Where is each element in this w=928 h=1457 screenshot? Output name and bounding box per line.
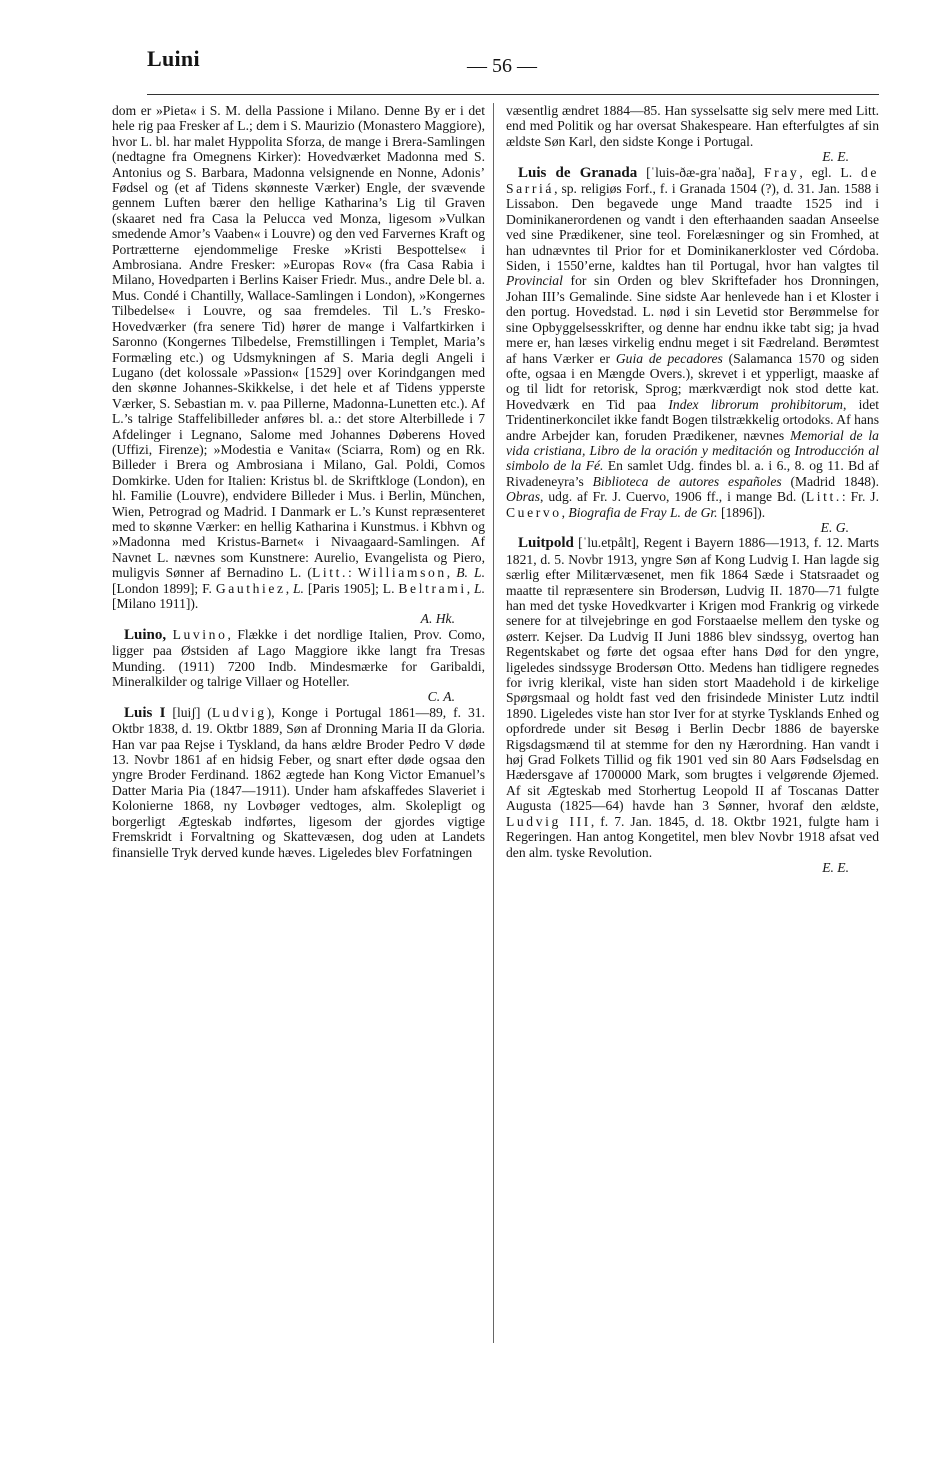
page-number: — 56 — xyxy=(467,55,537,77)
italic-term: Provincial xyxy=(506,273,563,289)
reference-author: Williamson xyxy=(357,565,447,581)
alt-name: Ludvig xyxy=(211,704,267,720)
reference-title: L. xyxy=(292,580,304,596)
entry-text: og xyxy=(772,442,795,458)
header-rule xyxy=(147,94,879,95)
author-signature: E. G. xyxy=(820,519,849,535)
entry-text: , egl. L. xyxy=(799,164,861,180)
entry-text: , xyxy=(446,565,457,581)
entry-text: (Madrid 1848). xyxy=(781,473,879,489)
entry-text: [Paris 1905]; L. xyxy=(303,580,399,596)
entry-text: : Fr. J. xyxy=(841,489,879,505)
entry-text: , idet Tridentinerkoncilet ikke fandt Bogen tilstrækkelig ortodoks. Af hans andre Arbejder kan, foruden Prædikener, nævnes xyxy=(506,396,880,443)
entry-text: , udg. af Fr. J. Cuervo, 1906 ff., i mange Bd. ( xyxy=(540,489,806,505)
alt-name: Ludvig III xyxy=(506,813,591,829)
entry-text: , sp. religiøs Forf., f. i Granada 1504 (?), d. 31. Jan. 1588 i Lissabon. Den begavede unge Mand traadte 1525 ind i Dominikanerordenen og vandt i den efterhaanden saadan Anseelse ved sine Prædikener, sine teol. Forelæsninger og sin Fromhed, at han udnævntes til Prior for et Dominikanerkloster ved Córdoba. Siden, i 1550’erne, kaldtes han til Portugal, hvor han valgtes til xyxy=(506,181,879,274)
entry-text: , Flække i det nordlige Italien, Prov. Como, ligger paa Østsiden af Lago Maggiore ikke langt fra Tresas Munding. (1911) 7200 Indb. Mindesmærke for Garibaldi, Mineralkilder og talrige Villaer og Hoteller. xyxy=(112,626,485,690)
running-title: Luini xyxy=(147,46,200,71)
entry-luis-i xyxy=(112,705,485,860)
entry-luis-i-continued xyxy=(506,103,879,165)
left-column xyxy=(112,103,485,860)
litt-label: Litt. xyxy=(805,489,842,505)
work-title: Biografia de Fray L. de Gr. xyxy=(568,504,718,520)
pronunciation: [ˈluis-ðæ-graˈnaða], xyxy=(637,164,765,180)
alt-name: Fray xyxy=(764,164,800,180)
author-signature: C. A. xyxy=(427,689,455,705)
right-column xyxy=(506,103,879,875)
work-title: Obras xyxy=(506,489,540,505)
entry-text: ), Konge i Portugal 1861—89, f. 31. Oktbr 1838, d. 19. Oktbr 1889, Søn af Dronning Maria II da Gloria. Han var paa Rejse i Tyskland, da hans ældre Broder Pedro V døde 13. Novbr 1861 af en hidsig Feber, og snart efter døde ogsaa den yngre Broder Ferdinand. 1862 ægtede han Kong Victor Emanuel’s Datter Maria Pia (1847—1911). Under ham afskaffedes Slaveriet i Kolonierne 1868, ny Lovbøger vedtoges, alm. Skolepligt og borgerligt Ægteskab indførtes, ligesom der gjordes vigtige Fremskridt i Forvaltning og Skattevæsen, dog uden at Landets finansielle Tryk derved kunde hæves. Ligeledes blev Forfatningen xyxy=(112,704,485,860)
work-title: Guia de pecadores xyxy=(615,350,723,366)
entry-luini-continued xyxy=(112,103,485,627)
entry-text: [London 1899]; F. xyxy=(112,580,216,596)
entry-luis-de-granada xyxy=(506,165,879,536)
work-title: Index librorum prohibitorum xyxy=(668,396,843,412)
reference-author: Gauthiez xyxy=(215,580,286,596)
entry-text: , xyxy=(466,580,475,596)
entry-text: [Milano 1911]). xyxy=(112,596,199,611)
headword: Luis I xyxy=(124,704,166,721)
headword: Luis de Granada xyxy=(518,164,638,181)
column-divider xyxy=(493,103,494,1343)
entry-text: [ˈlu.etpålt], Regent i Bayern 1886—1913, f. 12. Marts 1821, d. 5. Novbr 1913, yngre Søn af Kong Ludvig I. Han lagde sig særlig efter Militærvæsenet, men fik 1864 Sæde i Statsraadet og maatte til repræsentere sin Brodersøn, Ludvig II. 1870—71 fulgte han med det tyske Hovedkvarter i Krigen mod Frankrig og virkede senere for at tilvejebringe en god Forstaaelse mellem den tyske og østerr. Kejser. Da Ludvig II Juni 1886 blev sindssyg, overtog han Regentskabet og førte det ogsaa efter hans Død for den yngre, ligeledes sindssyge Brodersøn Otto. Medens han tidligere regnedes for ivrig klerikal, viste han siden stort Maadehold i de kirkelige Spørgsmaal og holdt fast ved den frisindede Minister Lutz indtil 1890. Ligeledes viste han stor Iver for at styrke Tysklands Enhed og opfordrede under sit Besøg i Berlin Decbr 1886 de bayerske Rigsdagsmænd til at stemme for den ny Hærordning. Han vandt i høj Grad Folkets Tillid og fik 1901 ved sin 80 Aars Fødselsdag en Hædersgave af 1700000 Mark, som brugtes i velgørende Øjemed. Af sit Ægteskab med Storhertug Leopold II af Toscanas Datter Augusta (1825—64) havde han 3 Sønner, hvoraf den ældste, xyxy=(506,535,879,814)
headword: Luitpold xyxy=(518,535,574,552)
entry-luitpold xyxy=(506,535,879,875)
entry-text: En samlet Udg. findes bl. a. i 6., 8. og 11. Bd af Rivadeneyra’s xyxy=(506,458,879,489)
litt-label: Litt. xyxy=(311,565,348,581)
entry-text: dom er »Pieta« i S. M. della Passione i Milano. Denne By er i det hele rig paa Fresker af L.; dem i S. Maurizio (Monastero Maggiore), hvor L. bl. har malet Hyppolita Sforza, de mange i Brera-Samlingen (nedtagne fra Omegnens Kirker): Hovedværket Madonna med S. Antonius og S. Barbara, Madonna velsignende en Nonne, Adonis’ Fødsel og (et af Tidens skønneste Værker) Engle, der svævende gennem Luften bærer den hellige Katharina’s Lig til Graven (skaaret ned fra Casa la Pelucca ved Monza, ligesom »Vulkan smedende Amor’s Vaaben« i Louvre) og den ved Farvernes Kraft og Portrætterne ejendommelige Freske »Kristi Bespottelse« i Ambrosiana. Andre Fresker: »Europas Rov« (fra Casa Rabia i Milano, Hovedparten i Berlins Kaiser Friedr. Mus., andre Dele bl. a. Mus. Condé i Chantilly, Wallace-Samlingen i London), »Kongernes Tilbedelse« i Louvre, og saa fremdeles. Til L.’s Fresko-Hovedværker (fra senere Tid) hører de mange i Valfartkirken i Saronno (Kongernes Tilbedelse, Fremstillingen i Templet, Maria’s Formæling etc.) og Udsmykningen af S. Maria degli Angeli i Lugano (det kolossale »Passion« [1529] over Korindgangen med den skønne Johannes-Skikkelse, i det hele et af Tidens ypperste Værker, S. Sebastian m. v. paa Pillerne, Madonna-Lunetten etc.). Af L.’s talrige Staffelibilleder anføres bl. a.: det store Alterbillede i 7 Afdelinger i Legnano, Salome med Johannes Døberens Hoved (Uffizi, Firenze); »Modestia e Vanita« (Sciarra, Rom) og en Rk. Billeder i Brera og Ambrosiana i Milano, Gal. Poldi, Comos Domkirke. Uden for Italien: Kristus bl. de Skriftkloge (London), en hl. Familie (Louvre), endvidere Billeder i Mus. i Berlin, München, Wien, Petrograd og Madrid. I Danmark er L.’s Kunst repræsenteret med to skønne Værker: en hellig Katharina i Kunstmus. i Kbhvn og »Madonna med Kristus-Barnet« i Nivaagaard-Samlingen. Af Navnet L. nævnes som Kunstnere: Aurelio, Evangelista og Piero, muligvis Sønner af Bernadino L. ( xyxy=(112,103,485,581)
headword: Luino, xyxy=(124,626,167,643)
entry-text: , f. 7. Jan. 1845, d. 18. Oktbr 1921, fulgte ham i Regeringen. Han antog Kongetitel, men blev Novbr 1918 afsat ved den alm. tyske Revolution. xyxy=(506,813,880,860)
author-signature: E. E. xyxy=(822,859,849,875)
alt-name: Luvino xyxy=(172,626,228,642)
entry-text: : xyxy=(348,565,358,581)
entry-text: [1896]). xyxy=(717,504,766,520)
entry-text: væsentlig ændret 1884—85. Han sysselsatte sig selv mere med Litt. end med Politik og har oversat Shakespeare. Han efterfulgtes af sin ældste Søn Karl, den sidste Konge i Portugal. xyxy=(506,103,879,149)
entry-text: (Salamanca 1570 og siden ofte, ogsaa i en Mængde Overs.), skrevet i et ypperligt, maaske af og til lidt for retorisk, Sprog; mærkværdigt nok stod dette kat. Hovedværk en Tid paa xyxy=(506,350,879,412)
entry-luino xyxy=(112,627,485,705)
entry-text: , xyxy=(561,504,569,520)
alt-name: de Sarriá xyxy=(506,164,879,197)
work-title: Biblioteca de autores españoles xyxy=(592,473,782,489)
reference-author: Cuervo xyxy=(506,504,562,520)
work-title: Introducción al simbolo de la Fé. xyxy=(506,442,880,474)
entry-text: for sin Orden og blev Skriftefader hos Dronningen, Johan III’s Gemalinde. Sine sidste Aar henlevede han i et Kloster i den portug. Hovedstad. L. nød i sin Levetid stor Berømmelse for sine Opbyggelsesskrifter, og denne har endnu ikke tabt sig; ja hvad mere er, han læses virkelig endnu meget i sit Fædreland. Berømtest af hans Værker er xyxy=(506,273,879,366)
reference-title: B. L. xyxy=(456,565,485,581)
work-title: Memorial de la vida cristiana, Libro de la oración y meditación xyxy=(506,427,879,458)
author-signature: E. E. xyxy=(822,149,849,165)
author-signature: A. Hk. xyxy=(420,611,455,627)
entry-text: , xyxy=(285,580,293,596)
pronunciation: [luiʃ] ( xyxy=(165,704,212,720)
reference-author: Beltrami xyxy=(398,580,467,596)
page-header xyxy=(0,0,928,100)
reference-title: L. xyxy=(474,580,486,596)
